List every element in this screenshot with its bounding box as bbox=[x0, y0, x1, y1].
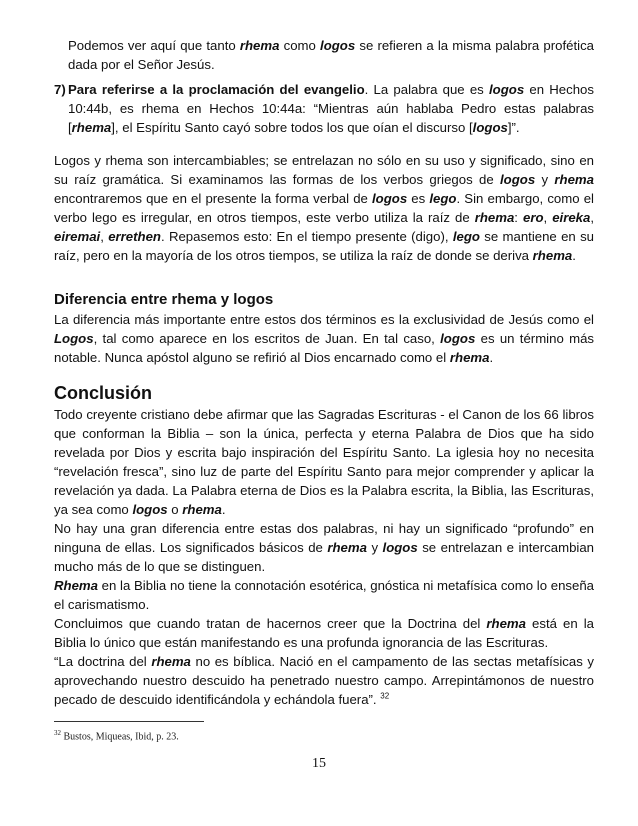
list-item-number: 7) bbox=[54, 82, 66, 97]
text: “La doctrina del bbox=[54, 654, 152, 669]
text: : bbox=[514, 210, 523, 225]
paragraph-diferencia bbox=[54, 310, 594, 367]
term-rhema: rhema bbox=[71, 120, 112, 135]
footnote-text: Bustos, Miqueas, Ibid, p. 23. bbox=[61, 731, 179, 743]
text: No hay una gran diferencia entre estas dos palabras, ni hay un significado “profundo” en ninguna de ellas. Los significados básicos de bbox=[54, 521, 594, 555]
list-item-7 bbox=[54, 80, 594, 137]
term-logos: logos bbox=[440, 331, 476, 346]
term-lego: lego bbox=[452, 229, 480, 244]
term-ero: ero bbox=[522, 210, 544, 225]
term-logos: logos bbox=[132, 502, 168, 517]
term-logos: logos bbox=[320, 38, 356, 53]
text: en Hechos 10:44b, es rhema en Hechos 10:44a: “Mientras aún hablaba Pedro estas palabras [ bbox=[68, 82, 594, 135]
term-rhema: rhema bbox=[474, 210, 515, 225]
term-eiremai: eiremai bbox=[54, 229, 101, 244]
text: o bbox=[167, 502, 183, 517]
text: Logos y rhema son intercambiables; se entrelazan no sólo en su uso y significado, sino en su raíz gramática. Si examinamos las formas de los verbos griegos de bbox=[54, 153, 594, 187]
paragraph-conclusion-quote bbox=[54, 652, 594, 709]
text: . bbox=[572, 248, 576, 263]
text: se mantiene en su raíz, pero en la mayoría de los otros tiempos, se utiliza la raíz de donde se deriva bbox=[54, 229, 594, 263]
text: . Repasemos esto: En el tiempo presente (digo), bbox=[160, 229, 453, 244]
text: es bbox=[407, 191, 430, 206]
paragraph-conclusion-2 bbox=[54, 519, 594, 576]
footnote bbox=[54, 729, 179, 742]
term-rhema: rhema bbox=[327, 540, 367, 555]
term-logos: Logos bbox=[54, 331, 94, 346]
text: , bbox=[590, 210, 595, 225]
term-lego: lego bbox=[429, 191, 457, 206]
page-number: 15 bbox=[312, 756, 326, 771]
term-rhema: rhema bbox=[449, 350, 490, 365]
paragraph-conclusion-1 bbox=[54, 405, 594, 519]
term-rhema: rhema bbox=[239, 38, 280, 53]
list-item-text bbox=[68, 80, 594, 137]
term-rhema: Rhema bbox=[54, 578, 98, 593]
text: . bbox=[221, 502, 226, 517]
term-eireka: eireka bbox=[552, 210, 591, 225]
term-rhema: rhema bbox=[532, 248, 573, 263]
footnote-divider bbox=[54, 721, 204, 722]
section-heading-diferencia: Diferencia entre rhema y logos bbox=[54, 291, 274, 308]
text: , tal como aparece en los escritos de Juan. En tal caso, bbox=[93, 331, 441, 346]
paragraph-interchangeable bbox=[54, 151, 594, 265]
text: , bbox=[543, 210, 553, 225]
paragraph-intro bbox=[68, 36, 594, 74]
list-item-heading: Para referirse a la proclamación del evangelio bbox=[68, 82, 365, 97]
paragraph-conclusion-4 bbox=[54, 614, 594, 652]
text: se refieren a la misma palabra profética dada por el Señor Jesús. bbox=[68, 38, 594, 72]
text: no es bíblica. Nació en el campamento de las sectas metafísicas y aprovechando nuestro descuido ha penetrado nuestro campo. Arrepintámonos de nuestro pecado de descuido identificándola y echándola fuera”. bbox=[54, 654, 594, 707]
term-logos: logos bbox=[489, 82, 525, 97]
term-rhema: rhema bbox=[182, 502, 222, 517]
text: está en la Biblia lo único que están manifestando es una profunda ignorancia de las Escrituras. bbox=[54, 616, 594, 650]
document-body bbox=[54, 36, 594, 709]
footnote-reference[interactable]: 32 bbox=[380, 691, 390, 701]
term-logos: logos bbox=[372, 191, 408, 206]
term-errethen: errethen bbox=[108, 229, 161, 244]
term-rhema: rhema bbox=[554, 172, 594, 187]
text: Concluimos que cuando tratan de hacernos creer que la Doctrina del bbox=[54, 616, 487, 631]
term-logos: logos bbox=[472, 120, 508, 135]
text: ], el Espíritu Santo cayó sobre todos los que oían el discurso [ bbox=[111, 120, 473, 135]
term-rhema: rhema bbox=[486, 616, 526, 631]
text: en la Biblia no tiene la connotación esotérica, gnóstica ni metafísica como lo enseña el carismatismo. bbox=[54, 578, 594, 612]
text: . bbox=[489, 350, 494, 365]
text: Podemos ver aquí que tanto bbox=[68, 38, 240, 53]
text: es un término más notable. Nunca apóstol alguno se refirió al Dios encarnado como el bbox=[54, 331, 594, 365]
text: encontraremos que en el presente la forma verbal de bbox=[54, 191, 372, 206]
text: . La palabra que es bbox=[364, 82, 489, 97]
text: y bbox=[366, 540, 383, 555]
term-rhema: rhema bbox=[151, 654, 191, 669]
term-logos: logos bbox=[382, 540, 418, 555]
text: . Sin embargo, como el verbo lego es irregular, en otros tiempos, este verbo utiliza la raíz de bbox=[54, 191, 594, 225]
text: y bbox=[535, 172, 555, 187]
text: ]”. bbox=[507, 120, 520, 135]
term-logos: logos bbox=[500, 172, 536, 187]
text: , bbox=[100, 229, 109, 244]
section-heading-conclusion: Conclusión bbox=[54, 383, 152, 403]
text: se entrelazan e intercambian mucho más de lo que se distinguen. bbox=[54, 540, 594, 574]
text: La diferencia más importante entre estos dos términos es la exclusividad de Jesús como el bbox=[54, 312, 594, 327]
text: como bbox=[279, 38, 321, 53]
footnote-number: 32 bbox=[54, 729, 61, 737]
paragraph-conclusion-3 bbox=[54, 576, 594, 614]
text: Todo creyente cristiano debe afirmar que las Sagradas Escrituras - el Canon de los 66 libros que conforman la Biblia – son la única, perfecta y eterna Palabra de Dios que ha sido revelada por Dios y escrita bajo inspiración del Espíritu Santo. La iglesia hoy no necesita “revelación fresca”, sino luz de parte del Espíritu Santo para mejor comprender y aplicar la revelación ya dada. La Palabra eterna de Dios es la Palabra escrita, la Biblia, las Escrituras, ya sea como bbox=[54, 407, 594, 517]
